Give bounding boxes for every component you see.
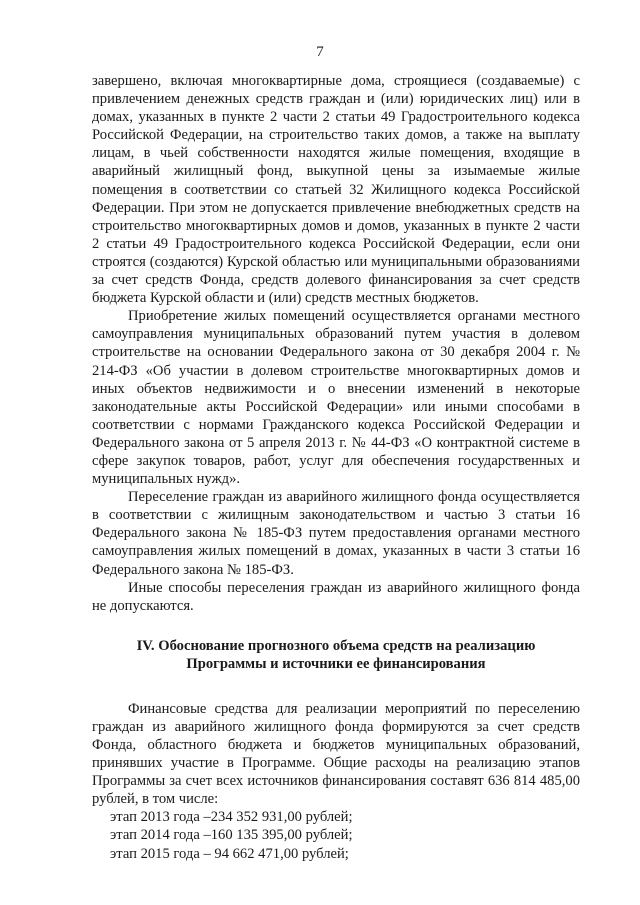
paragraph-continued: завершено, включая многоквартирные дома, строящиеся (создаваемые) с привлечением денежных средств граждан и (или) юридических лиц) или в домах, указанных в пункте 2 части 2 статьи 49 Градостроительного кодекса Российской Федерации, на строительство таких домов, а также на выплату лицам, в чьей собственности находятся жилые помещения, входящие в аварийный жилищный фонд, выкупной цены за изымаемые жилые помещения в соответствии со статьей 32 Жилищного кодекса Российской Федерации. При этом не допускается привлечение внебюджетных средств на строительство многоквартирных домов и домов, указанных в пункте 2 части 2 статьи 49 Градостроительного кодекса Российской Федерации, если они строятся (создаются) Курской областью или муниципальными образованиями за счет средств Фонда, средств долевого финансирования за счет средств бюджета Курской области и (или) средств местных бюджетов. (92, 73, 580, 307)
document-body (92, 72, 580, 863)
section-heading (92, 637, 580, 674)
paragraph-other-methods: Иные способы переселения граждан из аварийного жилищного фонда не допускаются. (92, 579, 580, 614)
paragraph-acquisition: Приобретение жилых помещений осуществляется органами местного самоуправления муниципальных образований путем участия в долевом строительстве на основании Федерального закона от 30 декабря 2004 г. № 214-ФЗ «Об участии в долевом строительстве многоквартирных домов и иных объектов недвижимости и о внесении изменений в некоторые законодательные акты Российской Федерации» или иными способами в соответствии с нормами Гражданского кодекса Российской Федерации и Федерального закона от 5 апреля 2013 г. № 44-ФЗ «О контрактной системе в сфере закупок товаров, работ, услуг для обеспечения государственных и муниципальных нужд». (92, 308, 580, 488)
stage-item-2015: этап 2015 года – 94 662 471,00 рублей; (110, 845, 349, 862)
paragraph-resettlement: Переселение граждан из аварийного жилищного фонда осуществляется в соответствии с жилищным законодательством и частью 3 статьи 16 Федерального закона № 185-ФЗ путем предоставления органами местного самоуправления жилых помещений в домах, указанных в части 3 статьи 16 Федерального закона № 185-ФЗ. (92, 489, 580, 578)
stage-list (92, 808, 580, 862)
stage-item-2013: этап 2013 года –234 352 931,00 рублей; (110, 809, 353, 826)
section-heading-line-2: Программы и источники ее финансирования (186, 656, 486, 673)
paragraph-financing: Финансовые средства для реализации мероприятий по переселению граждан из аварийного жилищного фонда формируются за счет средств Фонда, областного бюджета и бюджетов муниципальных образований, принявших участие в Программе. Общие расходы на реализацию этапов Программы за счет всех источников финансирования составят 636 814 485,00 рублей, в том числе: (92, 700, 580, 808)
stage-item-2014: этап 2014 года –160 135 395,00 рублей; (110, 827, 353, 844)
page-number: 7 (316, 44, 324, 60)
section-heading-line-1: IV. Обоснование прогнозного объема средств на реализацию (136, 637, 536, 654)
